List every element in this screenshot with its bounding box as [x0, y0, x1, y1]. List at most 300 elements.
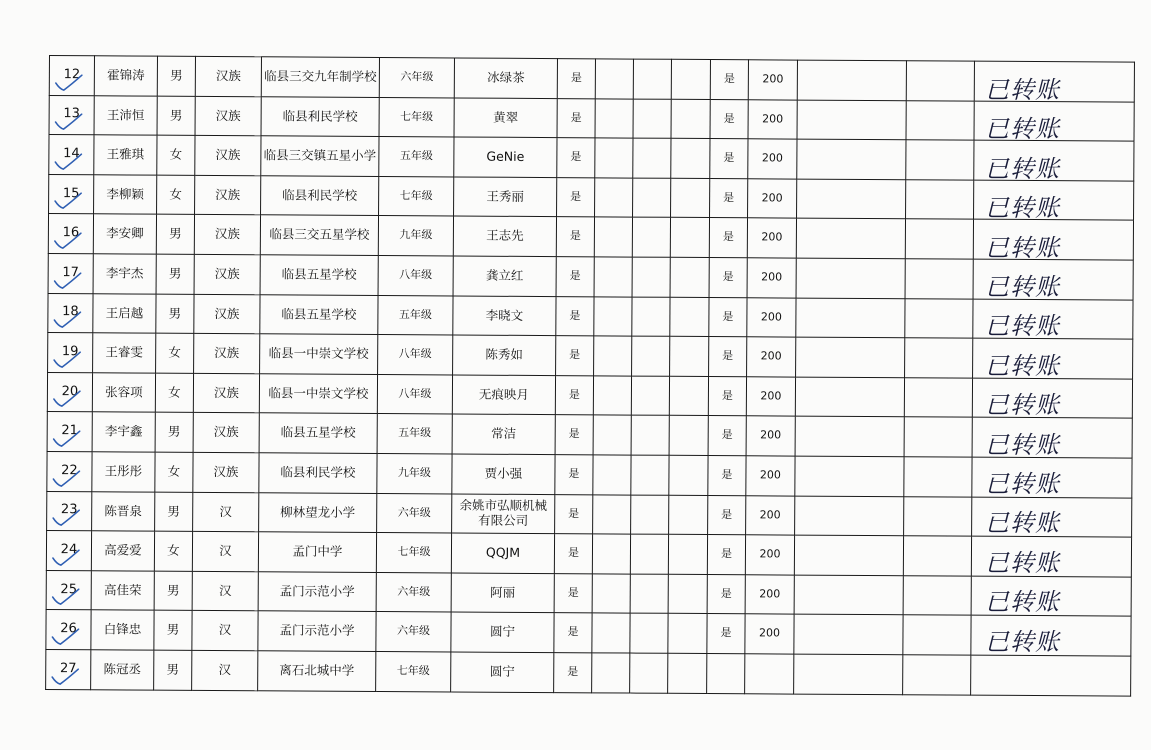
- empty-cell: [592, 574, 630, 614]
- grade-text: 七年级: [396, 664, 430, 678]
- donor-cell: [452, 414, 555, 454]
- student-name-cell: [94, 95, 157, 135]
- gender-text: 女: [169, 186, 182, 202]
- amount-cell: [745, 614, 794, 654]
- gender-text: 女: [169, 147, 183, 163]
- handwritten-note: 已转账: [985, 194, 1060, 223]
- gender-text: 女: [168, 384, 181, 400]
- amount-cell: [745, 654, 794, 694]
- school-text: 临县一中崇文学校: [268, 345, 369, 362]
- grade-text: 五年级: [398, 307, 432, 321]
- ethnicity-text: 汉族: [213, 384, 239, 401]
- table-row: [49, 95, 1134, 141]
- table-row: [48, 293, 1133, 339]
- table-row: [47, 451, 1132, 497]
- student-name-text: 李宇鑫: [104, 423, 143, 440]
- status-yes-cell: [557, 138, 595, 178]
- empty-cell: [797, 100, 906, 140]
- status-yes-cell: [708, 416, 746, 456]
- student-name-text: 王雅琪: [106, 146, 145, 162]
- grade-text: 八年级: [398, 347, 432, 361]
- serial-number-cell: [46, 570, 91, 610]
- grade-cell: [377, 493, 452, 533]
- status-yes-text: 是: [721, 428, 733, 442]
- serial-number-text: 27: [59, 660, 77, 676]
- status-yes-text: 是: [569, 348, 581, 362]
- amount-cell: [747, 337, 796, 377]
- gender-text: 男: [168, 265, 182, 281]
- serial-number-cell: [48, 293, 93, 333]
- empty-cell: [668, 653, 707, 693]
- serial-number-text: 19: [61, 344, 79, 360]
- empty-cell: [796, 298, 905, 338]
- empty-cell: [631, 376, 669, 416]
- handwritten-note: 已转账: [985, 470, 1060, 498]
- amount-cell: [747, 258, 796, 298]
- grade-text: 八年级: [399, 268, 433, 282]
- empty-cell: [669, 495, 708, 535]
- status-yes-cell: [707, 653, 745, 693]
- empty-cell: [797, 60, 906, 100]
- student-name-text: 王沛恒: [106, 107, 145, 123]
- student-name-cell: [92, 452, 155, 492]
- empty-cell: [594, 257, 632, 297]
- grade-cell: [379, 176, 454, 216]
- note-cell: [971, 655, 1131, 696]
- ethnicity-text: 汉族: [215, 107, 241, 123]
- empty-cell: [904, 417, 972, 457]
- donor-cell: [452, 454, 555, 494]
- gender-text: 女: [167, 463, 181, 479]
- status-yes-cell: [710, 99, 748, 139]
- empty-cell: [630, 534, 668, 574]
- status-yes-cell: [557, 98, 595, 138]
- school-cell: [261, 96, 379, 136]
- status-yes-cell: [556, 336, 594, 376]
- school-text: 临县三交镇五星小学: [263, 147, 377, 164]
- grade-text: 八年级: [398, 386, 432, 401]
- empty-cell: [671, 178, 710, 218]
- ethnicity-text: 汉族: [213, 424, 239, 440]
- amount-cell: [746, 456, 795, 496]
- gender-cell: [154, 650, 192, 690]
- school-text: 临县五星学校: [280, 424, 356, 441]
- empty-cell: [903, 575, 971, 615]
- grade-text: 六年级: [397, 584, 431, 599]
- empty-cell: [595, 138, 633, 178]
- donor-cell: [453, 296, 556, 336]
- serial-number-cell: [47, 491, 92, 531]
- gender-text: 女: [168, 345, 181, 361]
- amount-cell: [747, 218, 796, 258]
- status-yes-text: 是: [570, 110, 582, 124]
- donor-cell: [454, 177, 557, 217]
- serial-number-cell: [49, 174, 94, 214]
- ethnicity-text: 汉: [218, 622, 232, 638]
- gender-cell: [156, 333, 194, 373]
- status-yes-cell: [554, 613, 592, 653]
- amount-cell: [746, 495, 795, 535]
- ethnicity-text: 汉: [218, 662, 232, 678]
- ethnicity-cell: [193, 373, 259, 413]
- status-yes-text: 是: [567, 665, 579, 679]
- gender-cell: [155, 492, 193, 532]
- empty-cell: [592, 653, 630, 693]
- ethnicity-cell: [192, 532, 258, 572]
- grade-text: 六年级: [400, 70, 434, 84]
- status-yes-text: 是: [568, 427, 580, 441]
- empty-cell: [795, 416, 904, 456]
- gender-text: 男: [170, 67, 183, 83]
- status-yes-cell: [707, 574, 745, 614]
- empty-cell: [906, 140, 974, 180]
- ethnicity-cell: [195, 136, 261, 176]
- status-yes-cell: [710, 60, 748, 100]
- amount-cell: [748, 139, 797, 179]
- school-cell: [259, 453, 377, 493]
- student-name-text: 白锋忠: [103, 621, 142, 637]
- school-text: 孟门中学: [292, 543, 343, 560]
- donor-cell: [453, 256, 556, 296]
- ethnicity-cell: [194, 215, 260, 255]
- amount-text: 200: [759, 507, 781, 521]
- status-yes-cell: [708, 455, 746, 495]
- student-name-cell: [91, 650, 154, 690]
- school-text: 临县利民学校: [282, 187, 358, 203]
- ethnicity-text: 汉: [219, 503, 233, 519]
- empty-cell: [906, 100, 974, 140]
- status-yes-cell: [557, 177, 595, 217]
- grade-text: 五年级: [398, 426, 432, 440]
- status-yes-cell: [710, 178, 748, 218]
- empty-cell: [671, 99, 710, 139]
- serial-number-text: 13: [63, 106, 80, 122]
- amount-cell: [746, 377, 795, 417]
- empty-cell: [631, 455, 669, 495]
- student-name-text: 高佳荣: [103, 582, 142, 598]
- empty-cell: [595, 98, 633, 138]
- empty-cell: [631, 415, 669, 455]
- serial-number-text: 24: [60, 542, 78, 558]
- serial-number-cell: [46, 610, 91, 650]
- school-text: 临县利民学校: [282, 108, 358, 124]
- status-yes-text: 是: [722, 230, 734, 244]
- ethnicity-cell: [193, 452, 259, 492]
- empty-cell: [630, 653, 668, 693]
- gender-cell: [155, 452, 193, 492]
- student-name-text: 陈冠丞: [103, 661, 142, 677]
- donor-text: 无痕映月: [478, 386, 529, 402]
- ethnicity-text: 汉族: [213, 464, 239, 480]
- gender-text: 男: [167, 503, 181, 519]
- student-name-text: 王睿雯: [105, 344, 143, 360]
- empty-cell: [670, 257, 709, 297]
- serial-number-cell: [48, 333, 93, 373]
- amount-text: 200: [760, 349, 782, 363]
- status-yes-text: 是: [720, 626, 732, 640]
- student-name-cell: [94, 175, 157, 215]
- grade-text: 六年级: [397, 505, 431, 519]
- handwritten-note: 已转账: [985, 548, 1060, 577]
- empty-cell: [592, 613, 630, 653]
- status-yes-cell: [709, 297, 747, 337]
- status-yes-cell: [555, 455, 593, 495]
- student-name-cell: [91, 610, 154, 650]
- serial-number-cell: [49, 95, 94, 135]
- status-yes-cell: [710, 139, 748, 179]
- table-row: [47, 412, 1132, 458]
- status-yes-text: 是: [721, 468, 733, 482]
- student-name-cell: [93, 214, 156, 254]
- gender-text: 男: [169, 226, 182, 242]
- student-aid-table: [45, 55, 1135, 696]
- handwritten-note: 已转账: [985, 233, 1060, 262]
- school-cell: [258, 611, 376, 651]
- amount-text: 200: [759, 547, 781, 561]
- donor-text: 王志先: [486, 228, 524, 244]
- ethnicity-text: 汉族: [214, 266, 240, 282]
- table-row: [46, 531, 1131, 577]
- donor-cell: [454, 137, 557, 177]
- empty-cell: [796, 218, 905, 258]
- empty-cell: [905, 259, 973, 299]
- donor-text: 李晓文: [485, 307, 524, 323]
- serial-number-cell: [47, 451, 92, 491]
- table-row: [49, 135, 1134, 181]
- empty-cell: [671, 138, 710, 178]
- donor-cell: [451, 612, 554, 652]
- empty-cell: [906, 61, 974, 101]
- grade-text: 七年级: [399, 188, 433, 203]
- amount-text: 200: [759, 587, 781, 601]
- status-yes-text: 是: [567, 585, 579, 599]
- empty-cell: [594, 217, 632, 257]
- school-text: 临县五星学校: [281, 306, 357, 322]
- student-name-cell: [94, 56, 157, 96]
- serial-number-cell: [48, 214, 93, 254]
- amount-text: 200: [761, 151, 783, 165]
- school-cell: [260, 334, 378, 374]
- table-row: [47, 372, 1132, 418]
- serial-number-text: 20: [61, 383, 79, 399]
- student-name-text: 李安卿: [106, 225, 144, 242]
- donor-cell: [452, 375, 555, 415]
- amount-text: 200: [761, 230, 783, 244]
- ethnicity-cell: [195, 175, 261, 215]
- empty-cell: [633, 138, 671, 178]
- gender-cell: [157, 175, 195, 215]
- amount-text: 200: [761, 191, 783, 205]
- empty-cell: [593, 455, 631, 495]
- donor-text: 王秀丽: [486, 188, 524, 204]
- status-yes-text: 是: [568, 506, 580, 520]
- serial-number-text: 16: [62, 225, 80, 241]
- handwritten-note: 已转账: [985, 588, 1060, 617]
- grade-cell: [379, 58, 454, 98]
- ethnicity-cell: [195, 96, 261, 136]
- table-row: [46, 610, 1131, 656]
- student-name-cell: [92, 373, 155, 413]
- school-cell: [261, 136, 379, 176]
- serial-number-cell: [46, 531, 91, 571]
- empty-cell: [630, 613, 668, 653]
- serial-number-text: 23: [60, 502, 78, 518]
- empty-cell: [905, 219, 973, 259]
- gender-cell: [154, 610, 192, 650]
- status-yes-cell: [556, 257, 594, 297]
- empty-cell: [905, 298, 973, 338]
- table-row: [48, 333, 1133, 379]
- grade-cell: [379, 97, 454, 137]
- status-yes-text: 是: [722, 309, 734, 323]
- status-yes-text: 是: [567, 546, 580, 560]
- status-yes-text: 是: [569, 308, 581, 322]
- status-yes-cell: [709, 218, 747, 258]
- gender-text: 男: [166, 582, 180, 598]
- donor-text: QQJM: [485, 544, 521, 561]
- status-yes-text: 是: [721, 507, 733, 521]
- amount-cell: [745, 535, 794, 575]
- school-cell: [260, 255, 378, 295]
- handwritten-note: 已转账: [985, 154, 1060, 183]
- gender-cell: [157, 135, 195, 175]
- empty-cell: [633, 59, 671, 99]
- gender-cell: [156, 294, 194, 334]
- donor-text: 阿丽: [490, 584, 516, 600]
- ethnicity-cell: [194, 254, 260, 294]
- grade-text: 七年级: [397, 545, 431, 559]
- student-name-text: 张容项: [105, 384, 143, 400]
- donor-text: 黄翠: [493, 109, 519, 125]
- ethnicity-text: 汉族: [214, 226, 240, 242]
- school-text: 孟门示范小学: [279, 583, 355, 599]
- gender-cell: [157, 56, 195, 96]
- school-cell: [258, 532, 376, 572]
- handwritten-note: 已转账: [985, 115, 1060, 144]
- status-yes-cell: [555, 375, 593, 415]
- school-text: 临县利民学校: [280, 464, 356, 480]
- amount-cell: [748, 99, 797, 139]
- status-yes-cell: [709, 337, 747, 377]
- school-cell: [260, 294, 378, 334]
- school-cell: [258, 572, 376, 612]
- empty-cell: [633, 178, 671, 218]
- serial-number-text: 17: [62, 264, 79, 280]
- donor-text: 陈秀如: [485, 346, 523, 363]
- ethnicity-text: 汉族: [215, 147, 241, 163]
- amount-text: 200: [761, 270, 783, 284]
- status-yes-text: 是: [570, 189, 582, 204]
- status-yes-text: 是: [568, 387, 580, 401]
- student-name-text: 李柳颖: [106, 186, 144, 202]
- empty-cell: [632, 336, 670, 376]
- status-yes-cell: [554, 653, 592, 693]
- empty-cell: [631, 495, 669, 535]
- donor-cell: [453, 335, 556, 375]
- grade-cell: [376, 572, 451, 612]
- empty-cell: [904, 496, 972, 536]
- school-text: 孟门示范小学: [279, 622, 355, 639]
- grade-cell: [378, 255, 453, 295]
- empty-cell: [630, 574, 668, 614]
- handwritten-note: 已转账: [985, 76, 1060, 104]
- empty-cell: [794, 614, 903, 654]
- empty-cell: [795, 496, 904, 536]
- serial-number-cell: [49, 135, 94, 175]
- status-yes-cell: [707, 535, 745, 575]
- gender-cell: [154, 571, 192, 611]
- student-name-cell: [91, 531, 154, 571]
- empty-cell: [595, 178, 633, 218]
- empty-cell: [794, 575, 903, 615]
- serial-number-cell: [46, 649, 91, 689]
- amount-cell: [746, 416, 795, 456]
- empty-cell: [594, 336, 632, 376]
- status-yes-text: 是: [569, 229, 581, 243]
- empty-cell: [669, 416, 708, 456]
- serial-number-cell: [47, 412, 92, 452]
- gender-text: 女: [167, 542, 180, 559]
- empty-cell: [670, 336, 709, 376]
- student-name-cell: [91, 570, 154, 610]
- grade-cell: [377, 374, 452, 414]
- school-text: 临县三交九年制学校: [264, 68, 377, 85]
- school-cell: [260, 215, 378, 255]
- donor-cell: [454, 58, 557, 98]
- ethnicity-text: 汉族: [214, 305, 240, 321]
- donor-cell: [451, 573, 554, 613]
- gender-text: 男: [168, 305, 182, 321]
- handwritten-note: 已转账: [985, 273, 1060, 301]
- empty-cell: [671, 59, 710, 99]
- status-yes-text: 是: [570, 150, 582, 164]
- empty-cell: [796, 337, 905, 377]
- ethnicity-text: 汉族: [215, 68, 241, 84]
- status-yes-cell: [555, 415, 593, 455]
- table-row: [47, 491, 1132, 537]
- amount-text: 200: [760, 428, 782, 442]
- donor-text: 冰绿茶: [487, 69, 525, 86]
- gender-cell: [156, 254, 194, 294]
- grade-cell: [378, 295, 453, 335]
- amount-cell: [747, 297, 796, 337]
- school-cell: [259, 492, 377, 532]
- serial-number-cell: [48, 253, 93, 293]
- grade-cell: [378, 216, 453, 256]
- ethnicity-text: 汉族: [215, 186, 241, 203]
- school-text: 临县三交五星学校: [269, 226, 370, 243]
- ethnicity-cell: [194, 334, 260, 374]
- ethnicity-cell: [192, 571, 258, 611]
- student-name-text: 陈晋泉: [104, 502, 143, 519]
- table-row: [48, 214, 1133, 260]
- grade-cell: [378, 335, 453, 375]
- donor-cell: [453, 216, 556, 256]
- empty-cell: [593, 494, 631, 534]
- handwritten-note: 已转账: [985, 391, 1060, 420]
- serial-number-text: 26: [60, 621, 77, 637]
- serial-number-text: 12: [63, 66, 81, 83]
- donor-cell: [452, 494, 555, 534]
- ethnicity-text: 汉: [219, 543, 232, 559]
- handwritten-note: 已转账: [985, 627, 1060, 656]
- student-name-text: 王彤彤: [104, 463, 143, 479]
- school-text: 临县五星学校: [281, 266, 357, 282]
- student-name-text: 霍锦涛: [107, 67, 145, 83]
- ethnicity-cell: [193, 492, 259, 532]
- student-name-cell: [94, 135, 157, 175]
- gender-cell: [156, 215, 194, 255]
